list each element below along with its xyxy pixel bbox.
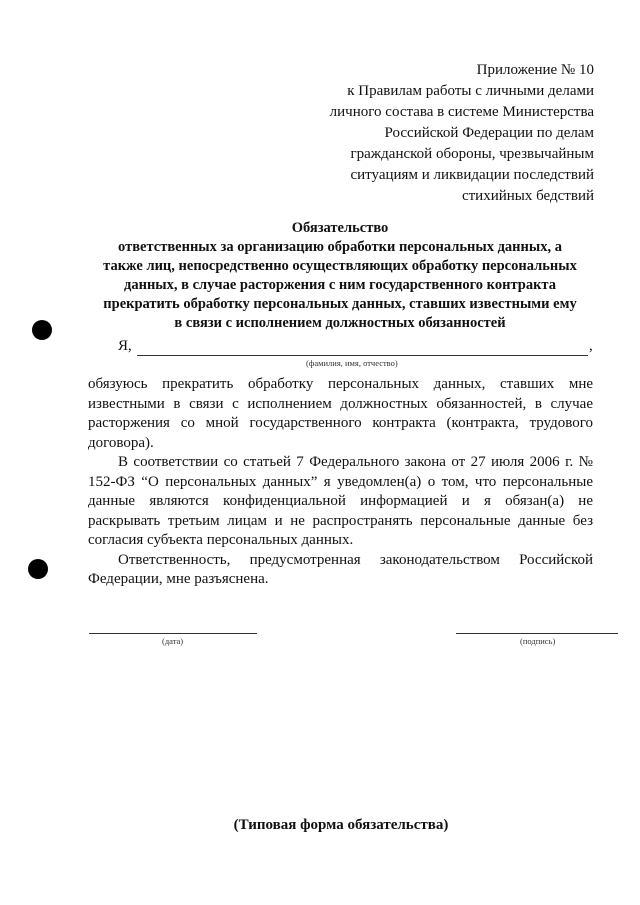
name-field-line [137, 355, 588, 356]
appendix-line: стихийных бедствий [461, 188, 594, 204]
date-field-line [89, 633, 257, 634]
appendix-line: ситуациям и ликвидации последствий [350, 167, 594, 183]
title-line: данных, в случае расторжения с ним государственного контракта [124, 277, 556, 293]
footer-caption: (Типовая форма обязательства) [233, 817, 449, 833]
signature-field-line [456, 633, 618, 634]
punch-hole-bottom [28, 559, 48, 579]
punch-hole-top [32, 320, 52, 340]
appendix-line: личного состава в системе Министерства [329, 104, 594, 120]
name-field-hint: (фамилия, имя, отчество) [306, 358, 398, 368]
appendix-header [274, 60, 594, 207]
document-title [85, 219, 595, 333]
body-paragraph: В соответствии со статьей 7 Федерального закона от 27 июля 2006 г. № 152-ФЗ “О персональных данных” я уведомлен(а) о том, что персональные данные являются конфиденциальной информацией и я обязан(а) не раскрывать третьим лицам и не распространять персональные данные без согласия субъекта персональных данных. [88, 454, 593, 548]
name-field-comma: , [589, 338, 593, 354]
appendix-line: гражданской обороны, чрезвычайным [350, 146, 594, 162]
title-line: Обязательство [291, 220, 389, 236]
body-paragraph: Ответственность, предусмотренная законодательством Российской Федерации, мне разъяснена. [88, 551, 593, 587]
date-field-hint: (дата) [162, 636, 184, 646]
appendix-line: к Правилам работы с личными делами [347, 83, 594, 99]
body-text [88, 375, 593, 590]
appendix-line: Приложение № 10 [476, 62, 594, 78]
title-line: ответственных за организацию обработки персональных данных, а [118, 239, 562, 255]
title-line: прекратить обработку персональных данных, ставших известными ему [103, 296, 577, 312]
body-paragraph: обязуюсь прекратить обработку персональных данных, ставших мне известными в связи с исполнением должностных обязанностей, в случае расторжения со мной государственного контракта (контракта, трудового договора). [88, 376, 593, 451]
title-line: также лиц, непосредственно осуществляющих обработку персональных [103, 258, 577, 274]
ya-label: Я, [118, 338, 132, 354]
signature-field-hint: (подпись) [520, 636, 556, 646]
title-line: в связи с исполнением должностных обязанностей [174, 315, 506, 331]
appendix-line: Российской Федерации по делам [384, 125, 594, 141]
